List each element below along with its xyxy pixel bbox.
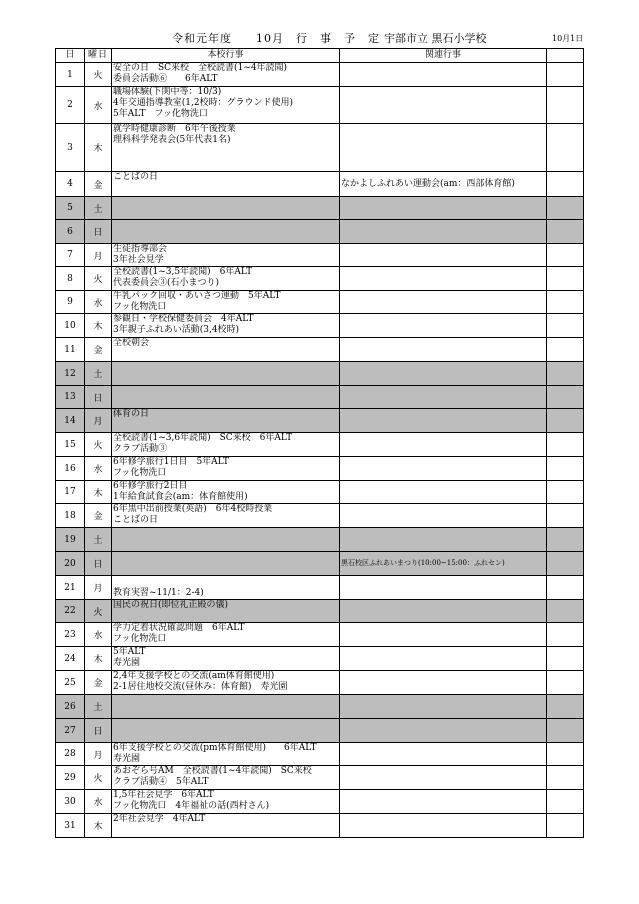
related-events-cell [340, 220, 547, 244]
table-row [56, 87, 584, 124]
blank-cell [547, 576, 584, 600]
event-line: 1,5年社会見学 6年ALT [113, 790, 214, 800]
day-cell: 13 [56, 386, 85, 409]
day-cell: 6 [56, 220, 85, 244]
event-line: フッ化物洗口 [113, 634, 167, 644]
day-cell: 15 [56, 433, 85, 457]
table-row [56, 671, 584, 695]
table-row [56, 291, 584, 314]
table-row [56, 63, 584, 87]
day-cell: 9 [56, 291, 85, 314]
weekday-cell: 火 [85, 766, 112, 790]
event-line: 寿光園 [113, 754, 141, 764]
weekday-cell: 月 [85, 409, 112, 433]
table-row [56, 695, 584, 719]
day-cell: 30 [56, 790, 85, 814]
school-events-cell [112, 766, 340, 790]
table-row [56, 338, 584, 362]
blank-cell [547, 386, 584, 409]
column-header-school-events: 本校行事 [112, 49, 340, 63]
table-row [56, 576, 584, 600]
day-cell: 24 [56, 647, 85, 671]
day-cell: 17 [56, 481, 85, 504]
event-line: 6年修学旅行1日目 5年ALT [113, 457, 229, 467]
weekday-cell: 日 [85, 220, 112, 244]
table-row [56, 267, 584, 291]
event-line: あおぞら号AM 全校読書(1~4年読聞) SC来校 [113, 766, 312, 776]
related-events-cell [340, 481, 547, 504]
school-events-cell [112, 124, 340, 172]
column-header-related-events: 関連行事 [340, 49, 547, 63]
event-line: 国民の祝日(即位礼正殿の儀) [113, 600, 229, 610]
table-row [56, 481, 584, 504]
related-events-cell [340, 623, 547, 647]
blank-cell [547, 409, 584, 433]
event-line: クラブ活動③ [113, 444, 168, 454]
day-cell: 8 [56, 267, 85, 291]
table-row [56, 719, 584, 743]
weekday-cell: 水 [85, 790, 112, 814]
blank-cell [547, 481, 584, 504]
table-row [56, 386, 584, 409]
event-line: 3年親子ふれあい活動(3,4校時) [113, 325, 240, 335]
related-events-cell [340, 63, 547, 87]
weekday-cell: 日 [85, 386, 112, 409]
event-line: 職場体験(下関中等：10/3) [113, 87, 222, 97]
weekday-cell: 金 [85, 671, 112, 695]
school-events-cell [112, 790, 340, 814]
school-events-cell [112, 386, 340, 409]
event-line: 参観日・学校保健委員会 4年ALT [113, 314, 254, 324]
related-events-cell [340, 790, 547, 814]
weekday-cell: 月 [85, 244, 112, 267]
weekday-cell: 火 [85, 600, 112, 623]
weekday-cell: 木 [85, 124, 112, 172]
weekday-cell: 火 [85, 267, 112, 291]
blank-cell [547, 671, 584, 695]
day-cell: 29 [56, 766, 85, 790]
weekday-cell: 土 [85, 362, 112, 386]
related-events-cell [340, 719, 547, 743]
blank-cell [547, 719, 584, 743]
related-events-cell [340, 695, 547, 719]
blank-cell [547, 647, 584, 671]
event-line: ことばの日 [113, 515, 159, 525]
event-line: フッ化物洗口 4年福祉の話(西村さん) [113, 801, 270, 811]
day-cell: 14 [56, 409, 85, 433]
blank-cell [547, 338, 584, 362]
event-line: 2-1居住地校交流(昼休み：体育館) 寿光園 [113, 682, 288, 692]
event-line: 6年修学旅行2日目 [113, 481, 188, 491]
table-row [56, 244, 584, 267]
related-events-cell [340, 814, 547, 838]
table-row [56, 790, 584, 814]
weekday-cell: 木 [85, 814, 112, 838]
related-events-cell [340, 409, 547, 433]
table-row [56, 623, 584, 647]
school-events-cell [112, 695, 340, 719]
school-events-cell [112, 504, 340, 528]
day-cell: 2 [56, 87, 85, 124]
weekday-cell: 火 [85, 433, 112, 457]
related-events-cell [340, 197, 547, 220]
blank-cell [547, 172, 584, 197]
related-events-cell: なかよしふれあい運動会(am：西部体育館) [340, 172, 547, 197]
day-cell: 23 [56, 623, 85, 647]
blank-cell [547, 362, 584, 386]
event-line: フッ化物洗口 [113, 302, 167, 312]
weekday-cell: 水 [85, 87, 112, 124]
school-events-cell [112, 528, 340, 552]
weekday-cell: 土 [85, 197, 112, 220]
school-events-cell [112, 814, 340, 838]
related-events-cell [340, 267, 547, 291]
day-cell: 10 [56, 314, 85, 338]
related-events-cell [340, 457, 547, 481]
day-cell: 31 [56, 814, 85, 838]
blank-cell [547, 244, 584, 267]
event-line: 安全の日 SC来校 全校読書(1~4年読聞) [113, 63, 288, 73]
event-line: 就学時健康診断 6年午後授業 [113, 124, 236, 134]
column-header-day: 日 [56, 49, 85, 63]
related-events-cell [340, 504, 547, 528]
school-events-cell [112, 172, 340, 197]
weekday-cell: 日 [85, 552, 112, 576]
day-cell: 11 [56, 338, 85, 362]
school-events-cell [112, 457, 340, 481]
event-line: 1年給食試食会(am：体育館使用) [113, 492, 248, 502]
school-events-cell [112, 291, 340, 314]
related-events-cell [340, 291, 547, 314]
school-events-cell [112, 481, 340, 504]
weekday-cell: 土 [85, 695, 112, 719]
weekday-cell: 木 [85, 647, 112, 671]
table-row [56, 197, 584, 220]
blank-cell [547, 790, 584, 814]
event-line: 6年支援学校との交流(pm体育館使用) 6年ALT [113, 743, 317, 753]
column-header-blank [547, 49, 584, 63]
event-line: 寿光園 [113, 658, 141, 668]
school-events-cell [112, 433, 340, 457]
blank-cell [547, 623, 584, 647]
event-line: 理科科学発表会(5年代表1名) [113, 135, 231, 145]
weekday-cell: 火 [85, 63, 112, 87]
school-events-cell [112, 409, 340, 433]
page-header [0, 30, 639, 46]
table-row [56, 743, 584, 766]
day-cell: 16 [56, 457, 85, 481]
school-events-cell [112, 671, 340, 695]
related-events-cell [340, 576, 547, 600]
day-cell: 26 [56, 695, 85, 719]
related-events-cell [340, 124, 547, 172]
table-row [56, 766, 584, 790]
day-cell: 7 [56, 244, 85, 267]
table-row [56, 504, 584, 528]
event-line: 学力定着状況確認問題 6年ALT [113, 623, 245, 633]
related-events-cell [340, 87, 547, 124]
school-events-cell [112, 647, 340, 671]
table-row [56, 647, 584, 671]
weekday-cell: 金 [85, 504, 112, 528]
blank-cell [547, 766, 584, 790]
related-events-cell [340, 647, 547, 671]
table-row [56, 814, 584, 838]
blank-cell [547, 552, 584, 576]
event-line: 代表委員会③(石小まつり) [113, 278, 220, 288]
event-line: 委員会活動⑥ 6年ALT [113, 74, 218, 84]
day-cell: 18 [56, 504, 85, 528]
related-events-cell [340, 528, 547, 552]
day-cell: 25 [56, 671, 85, 695]
school-events-cell [112, 576, 340, 600]
page-title: 令和元年度 10月 行 事 予 定 [172, 32, 380, 45]
table-row [56, 433, 584, 457]
blank-cell [547, 528, 584, 552]
event-line: クラブ活動④ 5年ALT [113, 777, 209, 787]
school-events-cell [112, 314, 340, 338]
school-events-cell [112, 623, 340, 647]
table-row [56, 457, 584, 481]
day-cell: 20 [56, 552, 85, 576]
table-row [56, 552, 584, 576]
school-events-cell [112, 267, 340, 291]
weekday-cell: 金 [85, 338, 112, 362]
school-events-cell [112, 552, 340, 576]
school-events-cell [112, 743, 340, 766]
event-line: 4年交通指導教室(1,2校時：グラウンド使用) [113, 98, 294, 108]
school-events-cell [112, 63, 340, 87]
event-line: 6年黒中出前授業(英語) 6年4校時授業 [113, 504, 273, 514]
table-row [56, 124, 584, 172]
table-row [56, 172, 584, 197]
school-events-cell [112, 197, 340, 220]
event-line: 全校読書(1~3,6年読聞) SC来校 6年ALT [113, 433, 293, 443]
school-events-cell [112, 362, 340, 386]
event-line: ことばの日 [113, 172, 159, 182]
day-cell: 3 [56, 124, 85, 172]
day-cell: 12 [56, 362, 85, 386]
related-events-cell [340, 671, 547, 695]
event-line: 2年社会見学 4年ALT [113, 814, 206, 824]
table-row [56, 362, 584, 386]
blank-cell [547, 63, 584, 87]
blank-cell [547, 124, 584, 172]
blank-cell [547, 814, 584, 838]
day-cell: 19 [56, 528, 85, 552]
event-line: 生徒指導部会 [113, 244, 168, 254]
table-row [56, 528, 584, 552]
blank-cell [547, 504, 584, 528]
event-line: フッ化物洗口 [113, 468, 167, 478]
event-line: 3年社会見学 [113, 255, 164, 265]
school-events-cell [112, 719, 340, 743]
weekday-cell: 水 [85, 457, 112, 481]
event-line: 全校朝会 [113, 338, 150, 348]
blank-cell [547, 457, 584, 481]
table-header-row [56, 49, 584, 63]
weekday-cell: 木 [85, 314, 112, 338]
weekday-cell: 月 [85, 576, 112, 600]
related-events-cell [340, 600, 547, 623]
blank-cell [547, 695, 584, 719]
day-cell: 28 [56, 743, 85, 766]
weekday-cell: 水 [85, 623, 112, 647]
weekday-cell: 月 [85, 743, 112, 766]
blank-cell [547, 314, 584, 338]
blank-cell [547, 267, 584, 291]
event-line: 5年ALT フッ化物洗口 [113, 109, 208, 119]
event-line: 全校読書(1~3,5年読聞) 6年ALT [113, 267, 253, 277]
related-events-cell [340, 433, 547, 457]
school-events-cell [112, 600, 340, 623]
day-cell: 21 [56, 576, 85, 600]
blank-cell [547, 87, 584, 124]
document-date: 10月1日 [552, 34, 584, 43]
table-row [56, 600, 584, 623]
blank-cell [547, 220, 584, 244]
event-line: 牛乳パック回収・あいさつ運動 5年ALT [113, 291, 281, 301]
related-events-cell [340, 766, 547, 790]
day-cell: 5 [56, 197, 85, 220]
school-events-cell [112, 87, 340, 124]
weekday-cell: 土 [85, 528, 112, 552]
day-cell: 1 [56, 63, 85, 87]
related-events-cell [340, 362, 547, 386]
school-name: 宇部市立 黒石小学校 [384, 32, 487, 45]
related-events-cell [340, 314, 547, 338]
blank-cell [547, 197, 584, 220]
related-events-cell: 黒石校区ふれあいまつり(10:00~15:00：ふれセン) [340, 552, 547, 576]
related-events-cell [340, 743, 547, 766]
weekday-cell: 金 [85, 172, 112, 197]
day-cell: 27 [56, 719, 85, 743]
table-row [56, 409, 584, 433]
day-cell: 22 [56, 600, 85, 623]
weekday-cell: 木 [85, 481, 112, 504]
event-line: 教育実習~11/1：2-4) [113, 588, 204, 598]
day-cell: 4 [56, 172, 85, 197]
related-events-cell [340, 338, 547, 362]
table-row [56, 220, 584, 244]
event-line: 2,4年支援学校との交流(am体育館使用) [113, 671, 275, 681]
school-events-cell [112, 338, 340, 362]
event-line: 5年ALT [113, 647, 146, 657]
blank-cell [547, 743, 584, 766]
schedule-table [55, 48, 584, 838]
weekday-cell: 日 [85, 719, 112, 743]
related-events-cell [340, 244, 547, 267]
weekday-cell: 水 [85, 291, 112, 314]
school-events-cell [112, 220, 340, 244]
related-events-cell [340, 386, 547, 409]
blank-cell [547, 433, 584, 457]
blank-cell [547, 291, 584, 314]
blank-cell [547, 600, 584, 623]
column-header-weekday: 曜日 [85, 49, 112, 63]
table-row [56, 314, 584, 338]
school-events-cell [112, 244, 340, 267]
event-line: 体育の日 [113, 409, 150, 419]
